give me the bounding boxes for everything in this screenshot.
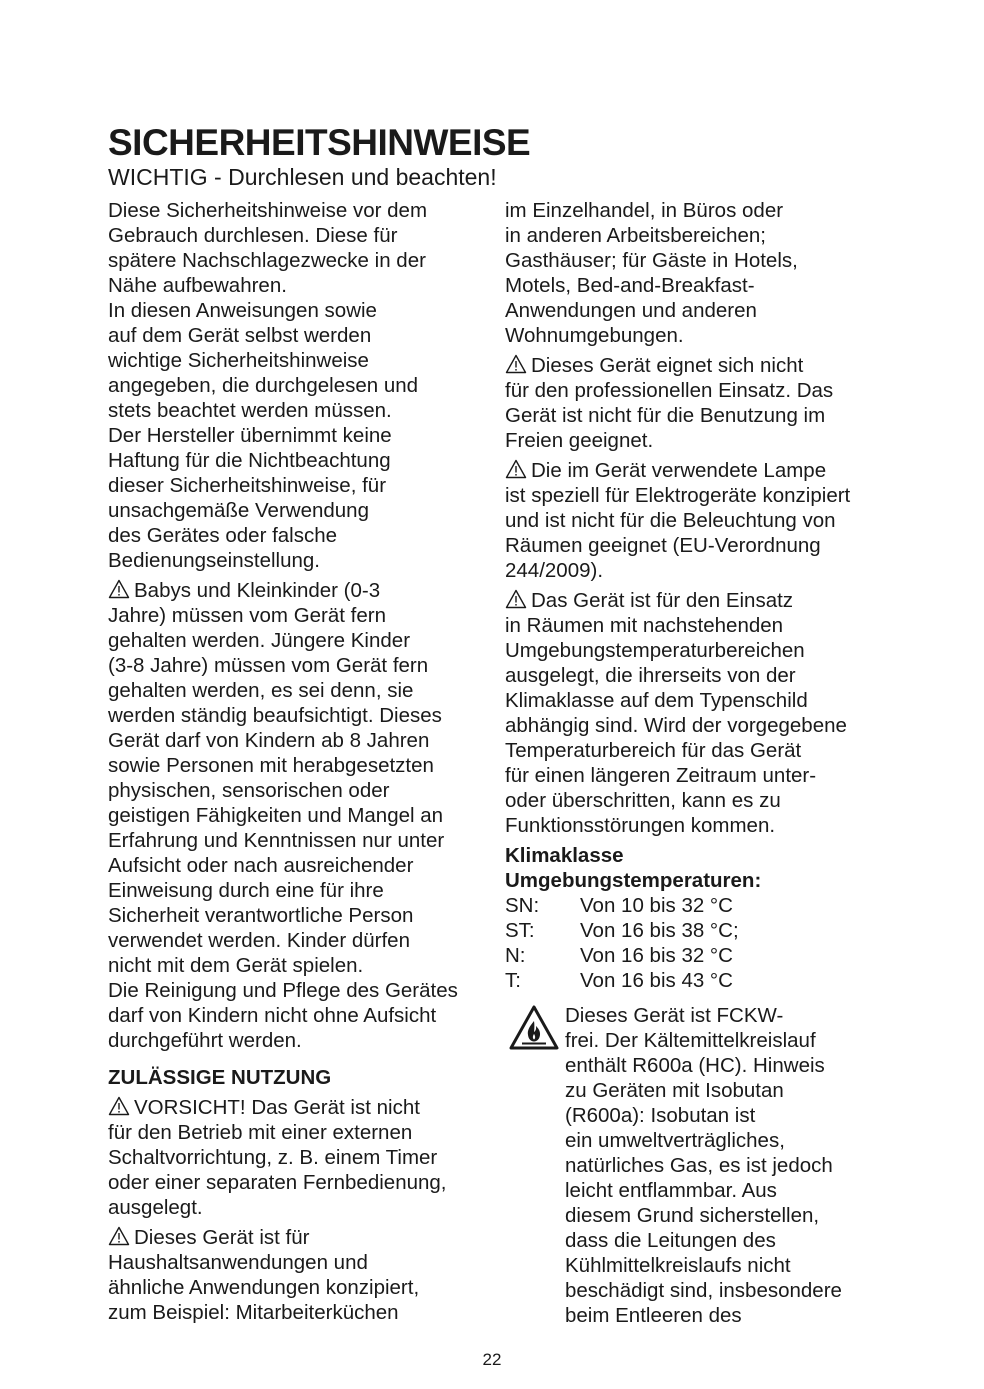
climate-class-code: N:	[505, 944, 526, 967]
climate-warning-paragraph	[505, 588, 880, 838]
climate-row	[505, 968, 880, 993]
lamp-warning-paragraph	[505, 458, 880, 583]
warning-triangle-icon	[108, 1096, 130, 1116]
climate-row	[505, 893, 880, 918]
refrigerant-notice-text: Dieses Gerät ist FCKW- frei. Der Kältemittelkreislauf enthält R600a (HC). Hinweis zu Geräten mit Isobutan (R600a): Isobutan ist ein umweltverträgliches, natürliches Gas, es ist jedoch leicht entflammbar. Aus diesem Grund sicherstellen, dass die Leitungen des Kühlmittelkreislaufs nicht beschädigt sind, insbesondere beim Entleeren des	[565, 1004, 842, 1327]
warning-triangle-icon	[108, 579, 130, 599]
climate-heading: Klimaklasse Umgebungstemperaturen:	[505, 844, 762, 892]
left-column	[108, 198, 483, 1325]
climate-class-code: SN:	[505, 894, 540, 917]
lamp-warning-text: Die im Gerät verwendete Lampe ist speziell für Elektrogeräte konzipiert und ist nicht für die Beleuchtung von Räumen geeignet (EU-Verordnung 244/2009).	[505, 459, 851, 582]
warning-triangle-icon	[505, 459, 527, 479]
professional-warning-text: Dieses Gerät eignet sich nicht für den professionellen Einsatz. Das Gerät ist nicht für die Benutzung im Freien geeignet.	[505, 354, 834, 452]
flammable-warning-icon	[509, 1005, 559, 1051]
professional-warning-paragraph	[505, 353, 880, 453]
caution-warning-text: VORSICHT! Das Gerät ist nicht für den Betrieb mit einer externen Schaltvorrichtung, z. B. einem Timer oder einer separaten Fernbedienung, ausgelegt.	[108, 1096, 447, 1219]
page-title: SICHERHEITSHINWEISE	[108, 122, 531, 163]
climate-row	[505, 918, 880, 943]
climate-class-code: T:	[505, 969, 521, 992]
climate-class-range: Von 16 bis 38 °C;	[580, 919, 739, 942]
warning-triangle-icon	[505, 354, 527, 374]
usage-heading: ZULÄSSIGE NUTZUNG	[108, 1066, 332, 1089]
right-column	[505, 198, 880, 1328]
household-warning-text: Dieses Gerät ist für Haushaltsanwendungen und ähnliche Anwendungen konzipiert, zum Beispiel: Mitarbeiterküchen	[108, 1226, 420, 1324]
children-warning-paragraph	[108, 578, 483, 1053]
climate-class-range: Von 16 bis 32 °C	[580, 944, 733, 967]
refrigerant-notice	[505, 1003, 880, 1328]
caution-warning-paragraph	[108, 1095, 483, 1220]
household-continued-paragraph: im Einzelhandel, in Büros oder in anderen Arbeitsbereichen; Gasthäuser; für Gäste in Hotels, Motels, Bed-and-Breakfast- Anwendungen und anderen Wohnumgebungen.	[505, 199, 798, 347]
household-warning-paragraph	[108, 1225, 483, 1325]
climate-class-range: Von 10 bis 32 °C	[580, 894, 733, 917]
climate-warning-text: Das Gerät ist für den Einsatz in Räumen mit nachstehenden Umgebungstemperaturbereichen ausgelegt, die ihrerseits von der Klimaklasse auf dem Typenschild abhängig sind. Wird der vorgegebene Temperaturbereich für das Gerät für einen längeren Zeitraum unter- oder überschritten, kann es zu Funktionsstörungen kommen.	[505, 589, 847, 837]
page-subtitle: WICHTIG - Durchlesen und beachten!	[108, 164, 497, 190]
warning-triangle-icon	[505, 589, 527, 609]
children-warning-text: Babys und Kleinkinder (0-3 Jahre) müssen vom Gerät fern gehalten werden. Jüngere Kinder (3-8 Jahre) müssen vom Gerät fern gehalten werden, es sei denn, sie werden ständig beaufsichtigt. Dieses Gerät darf von Kindern ab 8 Jahren sowie Personen mit herabgesetzten physischen, sensorischen oder geistigen Fähigkeiten und Mangel an Erfahrung und Kenntnissen nur unter Aufsicht oder nach ausreichender Einweisung durch eine für ihre Sicherheit verantwortliche Person verwendet werden. Kinder dürfen nicht mit dem Gerät spielen. Die Reinigung und Pflege des Gerätes darf von Kindern nicht ohne Aufsicht durchgeführt werden.	[108, 579, 458, 1052]
climate-class-range: Von 16 bis 43 °C	[580, 969, 733, 992]
page-number: 22	[482, 1350, 502, 1369]
climate-class-table	[505, 893, 880, 993]
intro-paragraph: Diese Sicherheitshinweise vor dem Gebrauch durchlesen. Diese für spätere Nachschlagezwecke in der Nähe aufbewahren. In diesen Anweisungen sowie auf dem Gerät selbst werden wichtige Sicherheitshinweise angegeben, die durchgelesen und stets beachtet werden müssen. Der Hersteller übernimmt keine Haftung für die Nichtbeachtung dieser Sicherheitshinweise, für unsachgemäße Verwendung des Gerätes oder falsche Bedienungseinstellung.	[108, 199, 428, 572]
warning-triangle-icon	[108, 1226, 130, 1246]
climate-row	[505, 943, 880, 968]
climate-class-code: ST:	[505, 919, 535, 942]
